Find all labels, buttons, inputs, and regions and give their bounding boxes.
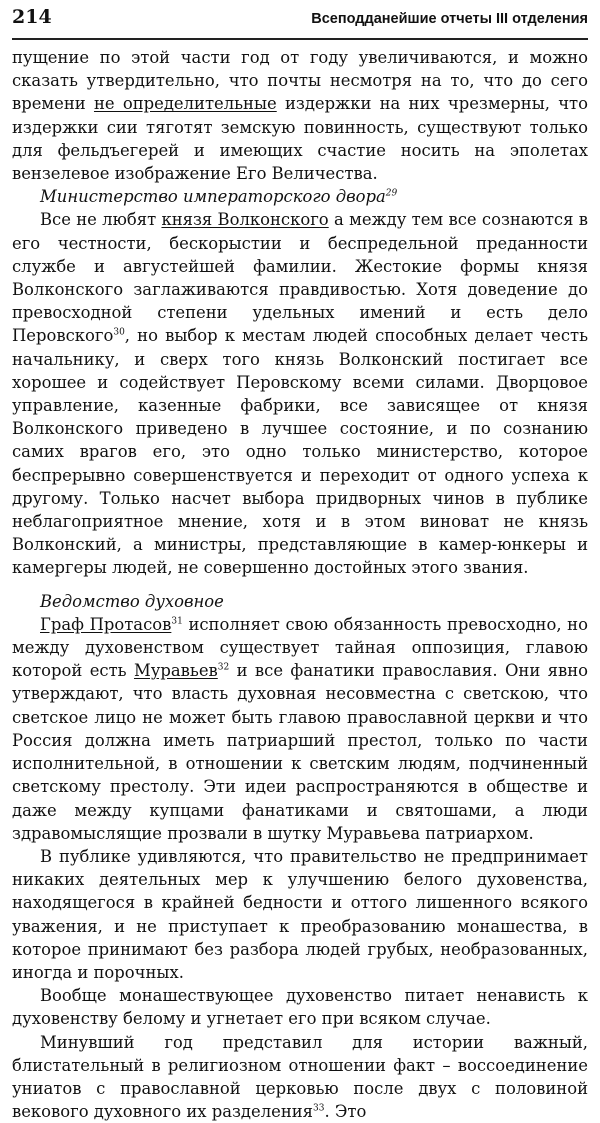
- footnote-ref: 31: [171, 616, 183, 627]
- underlined-name: Граф Протасов: [40, 614, 172, 634]
- text-run: издержки на них чрезмерны, что издержки сии тяготят земскую повинность, существуют только для фельдъегерей и имеющих счастие носить на эполетах вензелевое изображение Его Величества.: [12, 94, 588, 184]
- text-run: Все не любят: [40, 210, 162, 230]
- text-run: и все фанатики православия. Они явно утверждают, что власть духовная несовместна с светскою, что светское лицо не может быть главою православной церкви и что Россия должна иметь патриарший престол, только по части исполнительной, в отношении к светским людям, подчиненный светскому престолу. Эти идеи распространяются в обществе и даже между купцами фанатиками и святошами, а люди здравомыслящие прозвали в шутку Муравьева патриархом.: [12, 661, 589, 843]
- text-run: исполняет свою обязанность превосходно, но между духовенством существует тайная оппозиция, главою которой есть: [12, 614, 588, 681]
- text-run: Минувший год представил для истории важный, блистательный в религиозном отношении факт – воссоединение униатов с православной церковью после двух с половиной векового духовного их разделения: [12, 1032, 588, 1122]
- page-number: 214: [12, 6, 52, 28]
- footnote-ref: 29: [385, 188, 398, 199]
- section-title: Министерство императорского двора: [40, 187, 386, 207]
- footnote-ref: 33: [313, 1103, 325, 1114]
- running-title: Всеподданейшие отчеты III отделения: [311, 11, 588, 27]
- underlined-name: Муравьев: [133, 661, 218, 681]
- section-heading-imperial-court: [12, 185, 588, 208]
- section-title: Ведомство духовное: [40, 591, 224, 611]
- underlined-phrase: не определительные: [93, 94, 277, 114]
- page-header: [12, 6, 588, 40]
- text-run: . Это: [324, 1102, 367, 1122]
- footnote-ref: 32: [217, 662, 230, 673]
- paragraph-protasov: [12, 613, 588, 845]
- underlined-name: князя Волконского: [161, 210, 329, 230]
- paragraph-white-clergy: В публике удивляются, что правительство не предпринимает никаких деятельных мер к улучшению белого духовенства, находящегося в крайней бедности и оттого лишенного всякого уважения, и не приступает к преобразованию монашества, в которое принимают без разбора людей грубых, необразованных, иногда и порочных.: [12, 846, 588, 982]
- text-run: пущение по этой части год от году увеличиваются, и можно сказать утвердительно, что почты несмотря на то, что до сего времени: [12, 48, 588, 114]
- paragraph-volkonsky: [12, 208, 588, 579]
- paragraph-uniates: [12, 1031, 588, 1123]
- paragraph-continuation: [12, 46, 588, 185]
- footnote-ref: 30: [113, 327, 125, 338]
- section-heading-clergy: [12, 590, 588, 613]
- text-run: а между тем все сознаются в его честности, бескорыстии и беспредельной преданности службе и августейшей фамилии. Жестокие формы князя Волконского заглаживаются правдивостью. Хотя доведение до превосходной степени удельных имений и есть дело Перовского: [12, 210, 588, 346]
- text-run: , но выбор к местам людей способных делает честь начальнику, и сверх того князь Волконский постигает все хорошее и содействует Перовскому всеми силами. Дворцовое управление, казенные фабрики, все зависящее от князя Волконского приведено в лучшее состояние, и по сознанию самих врагов его, это одно только министерство, которое беспрерывно совершенствуется и переходит от одного успеха к другому. Только насчет выбора придворных чинов в публике неблагоприятное мнение, хотя и в этом виноват не князь Волконский, а министры, представляющие в камер-юнкеры и камергеры людей, не совершенно достойных этого звания.: [12, 326, 588, 578]
- paragraph-monastic-clergy: Вообще монашествующее духовенство питает ненависть к духовенству белому и угнетает его при всяком случае.: [12, 986, 588, 1029]
- page-body: [12, 46, 588, 1123]
